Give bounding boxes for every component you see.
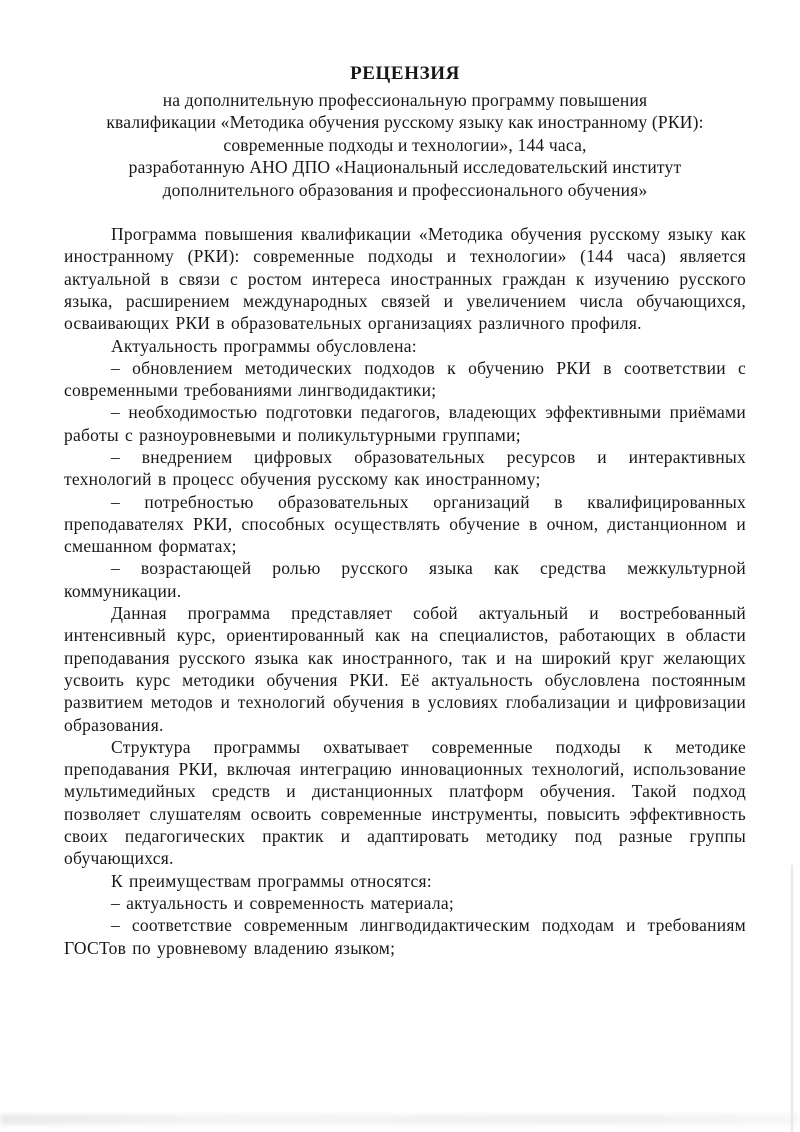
paragraph-intro: Программа повышения квалификации «Методика обучения русскому языку как иностранному (РКИ): современные подходы и технологии» (144 часа) является актуальной в связи с ростом интереса иностранных граждан к изучению русского языка, расширением международных связей и увеличением числа обучающихся, осваивающих РКИ в образовательных организациях различного профиля. <box>64 224 746 334</box>
list-item-relevance: – обновлением методических подходов к обучению РКИ в соответствии с современными требованиями лингводидактики; <box>64 357 746 401</box>
scan-artifact-bottom-shadow <box>0 1114 800 1125</box>
paragraph-course-description: Данная программа представляет собой актуальный и востребованный интенсивный курс, ориентированный как на специалистов, работающих в области преподавания русского языка как иностранного, так и на широкий круг желающих усвоить курс методики обучения РКИ. Её актуальность обусловлена постоянным развитием методов и технологий обучения в условиях глобализации и цифровизации образования. <box>64 603 746 735</box>
document-body <box>64 223 746 959</box>
subtitle-line: современные подходы и технологии», 144 часа, <box>223 134 587 155</box>
list-item-relevance: – потребностью образовательных организаций в квалифицированных преподавателях РКИ, способных осуществлять обучение в очном, дистанционном и смешанном форматах; <box>64 491 746 557</box>
list-item-relevance: – необходимостью подготовки педагогов, владеющих эффективными приёмами работы с разноуровневыми и поликультурными группами; <box>64 402 746 445</box>
paragraph-structure: Структура программы охватывает современные подходы к методике преподавания РКИ, включая интеграцию инновационных технологий, использование мультимедийных средств и дистанционных платформ обучения. Такой подход позволяет слушателям освоить современные инструменты, повысить эффективность своих педагогических практик и адаптировать методику под разные группы обучающихся. <box>64 736 746 869</box>
subtitle-line: дополнительного образования и профессионального обучения» <box>162 179 648 200</box>
list-item-relevance: – внедрением цифровых образовательных ресурсов и интерактивных технологий в процесс обучения русскому как иностранному; <box>64 447 746 490</box>
paragraph-relevance-heading: Актуальность программы обусловлена: <box>111 335 417 356</box>
list-item-advantage: – соответствие современным лингводидактическим подходам и требованиям ГОСТов по уровневому владению языком; <box>64 915 746 958</box>
document-content <box>64 62 746 959</box>
subtitle-line: квалификации «Методика обучения русскому языку как иностранному (РКИ): <box>106 112 704 133</box>
document-subtitle <box>64 89 746 201</box>
list-item-relevance: – возрастающей ролью русского языка как средства межкультурной коммуникации. <box>64 558 746 601</box>
subtitle-line: на дополнительную профессиональную программу повышения <box>162 90 648 110</box>
paragraph-advantages-heading: К преимуществам программы относятся: <box>111 870 432 891</box>
subtitle-line: разработанную АНО ДПО «Национальный исследовательский институт <box>128 157 682 178</box>
list-item-advantage: – актуальность и современность материала; <box>111 892 454 913</box>
document-title: РЕЦЕНЗИЯ <box>350 63 460 84</box>
scan-artifact-right-line <box>791 865 793 1132</box>
